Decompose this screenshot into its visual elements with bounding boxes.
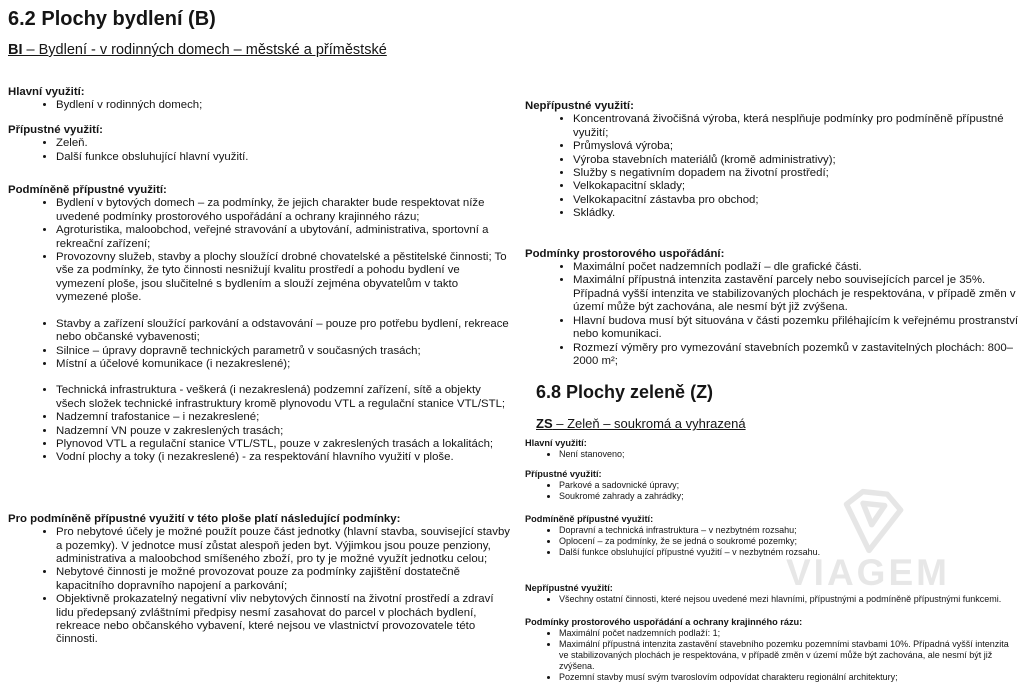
list-item: • Technická infrastruktura - veškerá (i nezakreslená) podzemní zařízení, sítě a objekty všech složek technické infrastruktury kromě plynovodu VTL a regulační stanice VTL/STL;: [56, 384, 510, 411]
bullet-list: [525, 449, 1020, 460]
zone-heading-zs: [536, 416, 1020, 431]
section-heading: Nepřípustné využití:: [525, 583, 613, 594]
list-item: • Průmyslová výroba;: [573, 140, 1020, 153]
list-item: • Skládky.: [573, 207, 1020, 220]
section-main-use: [8, 86, 510, 113]
watermark-text: VIAGEM: [786, 552, 950, 593]
list-item: • Služby s negativním dopadem na životní prostředí;: [573, 167, 1020, 180]
list-item: • Bydlení v bytových domech – za podmínky, že jejich charakter bude respektovat níže uvedené podmínky prostorového uspořádání a ochrany krajinného rázu;: [56, 197, 510, 224]
bullet-list: [525, 594, 1020, 605]
list-item: • Maximální počet nadzemních podlaží – dle grafické části.: [573, 261, 1020, 274]
section-zs-spatial-arrangement: [525, 617, 1020, 683]
bullet-list: [8, 137, 510, 164]
section-heading: Podmíněně přípustné využití:: [525, 514, 654, 525]
list-item: • Nadzemní VN pouze v zakreslených trasách;: [56, 425, 510, 438]
bullet-list: [8, 526, 510, 647]
list-item: • Rozmezí výměry pro vymezování stavebních pozemků v zastavitelných plochách: 800– 2000 m²;: [573, 342, 1020, 369]
bullet-list: [525, 113, 1020, 220]
list-item: • Všechny ostatní činnosti, které nejsou uvedené mezi hlavními, přípustnými a podmíněně přípustnými funkcemi.: [559, 594, 1020, 605]
right-column: [525, 0, 1020, 683]
zone-heading-bi: [8, 42, 510, 59]
bullet-list: [525, 628, 1020, 683]
section-spatial-arrangement: [525, 248, 1020, 369]
list-item: • Maximální přípustná intenzita zastavění stavebního pozemku pozemními stavbami 10%. Případná vyšší intenzita ve stabilizovaných plochách je respektována, v případě změn v území může být zachována, ale nesmí být již zvýšena.: [559, 639, 1020, 672]
list-item: • Hlavní budova musí být situována v části pozemku přiléhajícím k veřejnému prostranství nebo komunikaci.: [573, 315, 1020, 342]
list-item: • Provozovny služeb, stavby a plochy sloužící drobné chovatelské a pěstitelské činnosti; To vše za podmínky, že tyto činnosti nesnižují kvalitu prostředí a pohodu bydlení ve vymezení ploše, jsou slučitelné s bydlením a slouží zejména obyvatelům v takto vymezené ploše.: [56, 251, 510, 305]
section-heading: Nepřípustné využití:: [525, 100, 634, 112]
chapter-title-6-2: 6.2 Plochy bydlení (B): [8, 8, 216, 30]
list-item: • Stavby a zařízení sloužící parkování a odstavování – pouze pro potřebu bydlení, rekreace nebo občanské vybavenosti;: [56, 318, 510, 345]
list-item: • Zeleň.: [56, 137, 510, 150]
list-item: • Agroturistika, maloobchod, veřejné stravování a ubytování, administrativa, sportovní a rekreační zařízení;: [56, 224, 510, 251]
list-item: • Velkokapacitní sklady;: [573, 180, 1020, 193]
section-heading: Přípustné využití:: [8, 123, 103, 136]
zone-code-bi: BI: [8, 42, 23, 58]
bullet-list: [8, 99, 510, 112]
list-item: • Vodní plochy a toky (i nezakreslené) - za respektování hlavního využití v ploše.: [56, 451, 510, 464]
list-item: • Objektivně prokazatelný negativní vliv nebytových činností na životní prostředí a zdraví lidu předepsaný zvláštními předpisy nesmí zasahovat do parcel v plochách bydlení, rekreace nebo občanského vybavení, které nejsou ve vlastnictví provozovatele této činnosti.: [56, 593, 510, 647]
section-heading: Pro podmíněně přípustné využití v této ploše platí následující podmínky:: [8, 512, 401, 525]
list-item: • Parkové a sadovnické úpravy;: [559, 480, 1020, 491]
section-zs-conditionally-permitted-use: [525, 514, 1020, 558]
list-item: • Bydlení v rodinných domech;: [56, 99, 510, 112]
list-item: • Není stanoveno;: [559, 449, 1020, 460]
bullet-list: [525, 525, 1020, 558]
list-item: • Pozemní stavby musí svým tvaroslovím odpovídat charakteru regionální architektury;: [559, 672, 1020, 683]
section-heading: Hlavní využití:: [8, 86, 85, 98]
list-item: • Dopravní a technická infrastruktura – v nezbytném rozsahu;: [559, 525, 1020, 536]
bullet-list: [525, 261, 1020, 368]
list-item: • Plynovod VTL a regulační stanice VTL/STL, pouze v zakreslených trasách a lokalitách;: [56, 438, 510, 451]
zone-code-zs: ZS: [536, 416, 553, 432]
list-item: • Výroba stavebních materiálů (kromě administrativy);: [573, 154, 1020, 167]
list-item: • Silnice – úpravy dopravně technických parametrů v současných trasách;: [56, 345, 510, 358]
list-item: • Koncentrovaná živočišná výroba, která nesplňuje podmínky pro podmíněně přípustné využití;: [573, 113, 1020, 140]
section-zs-inadmissible-use: [525, 583, 1020, 605]
list-item: • Velkokapacitní zástavba pro obchod;: [573, 194, 1020, 207]
list-item: • Další funkce obsluhující hlavní využití.: [56, 151, 510, 164]
section-heading: Přípustné využití:: [525, 469, 602, 480]
zone-desc-bi: – Bydlení - v rodinných domech – městské a příměstské: [22, 42, 387, 58]
list-item: • Oplocení – za podmínky, že se jedná o soukromé pozemky;: [559, 536, 1020, 547]
section-permitted-use: [8, 124, 510, 164]
section-heading: Hlavní využití:: [525, 438, 587, 449]
list-item: • Soukromé zahrady a zahrádky;: [559, 491, 1020, 502]
list-item: • Místní a účelové komunikace (i nezakreslené);: [56, 358, 510, 371]
section-heading: Podmínky prostorového uspořádání a ochrany krajinného rázu:: [525, 617, 803, 628]
list-item: • Další funkce obsluhující přípustné využití – v nezbytném rozsahu.: [559, 547, 1020, 558]
section-heading: Podmíněně přípustné využití:: [8, 184, 167, 197]
list-item: • Nebytové činnosti je možné provozovat pouze za podmínky zajištění dostatečně kapacitního dopravního napojení a parkování;: [56, 566, 510, 593]
section-inadmissible-use: [525, 100, 1020, 221]
chapter-title-6-8: 6.8 Plochy zeleně (Z): [536, 382, 714, 403]
section-conditionally-permitted-use: [8, 184, 510, 465]
section-conditions-for-conditional-use: [8, 513, 510, 647]
list-item: • Pro nebytové účely je možné použít pouze část jednotky (hlavní stavba, související stavby a pozemky). V jednotce musí zůstat alespoň jeden byt. Výjimkou jsou pouze penziony, administrativa a maloobchod smíšeného zboží, pro ty je možné využít jednotku celou;: [56, 526, 510, 566]
section-zs-permitted-use: [525, 469, 1020, 502]
section-zs-main-use: [525, 438, 1020, 460]
left-column: [8, 0, 510, 647]
bullet-list: [8, 197, 510, 464]
list-item: • Maximální přípustná intenzita zastavění parcely nebo souvisejících parcel je 35%. Případná vyšší intenzita ve stabilizovaných plochách je respektována, v případě změn v území může být zachována, ale nesmí být již zvýšena.: [573, 274, 1020, 314]
list-item: • Maximální počet nadzemních podlaží: 1;: [559, 628, 1020, 639]
bullet-list: [525, 480, 1020, 502]
zone-desc-zs: – Zeleň – soukromá a vyhrazená: [552, 416, 746, 432]
list-item: • Nadzemní trafostanice – i nezakreslené;: [56, 411, 510, 424]
section-heading: Podmínky prostorového uspořádání:: [525, 247, 725, 260]
